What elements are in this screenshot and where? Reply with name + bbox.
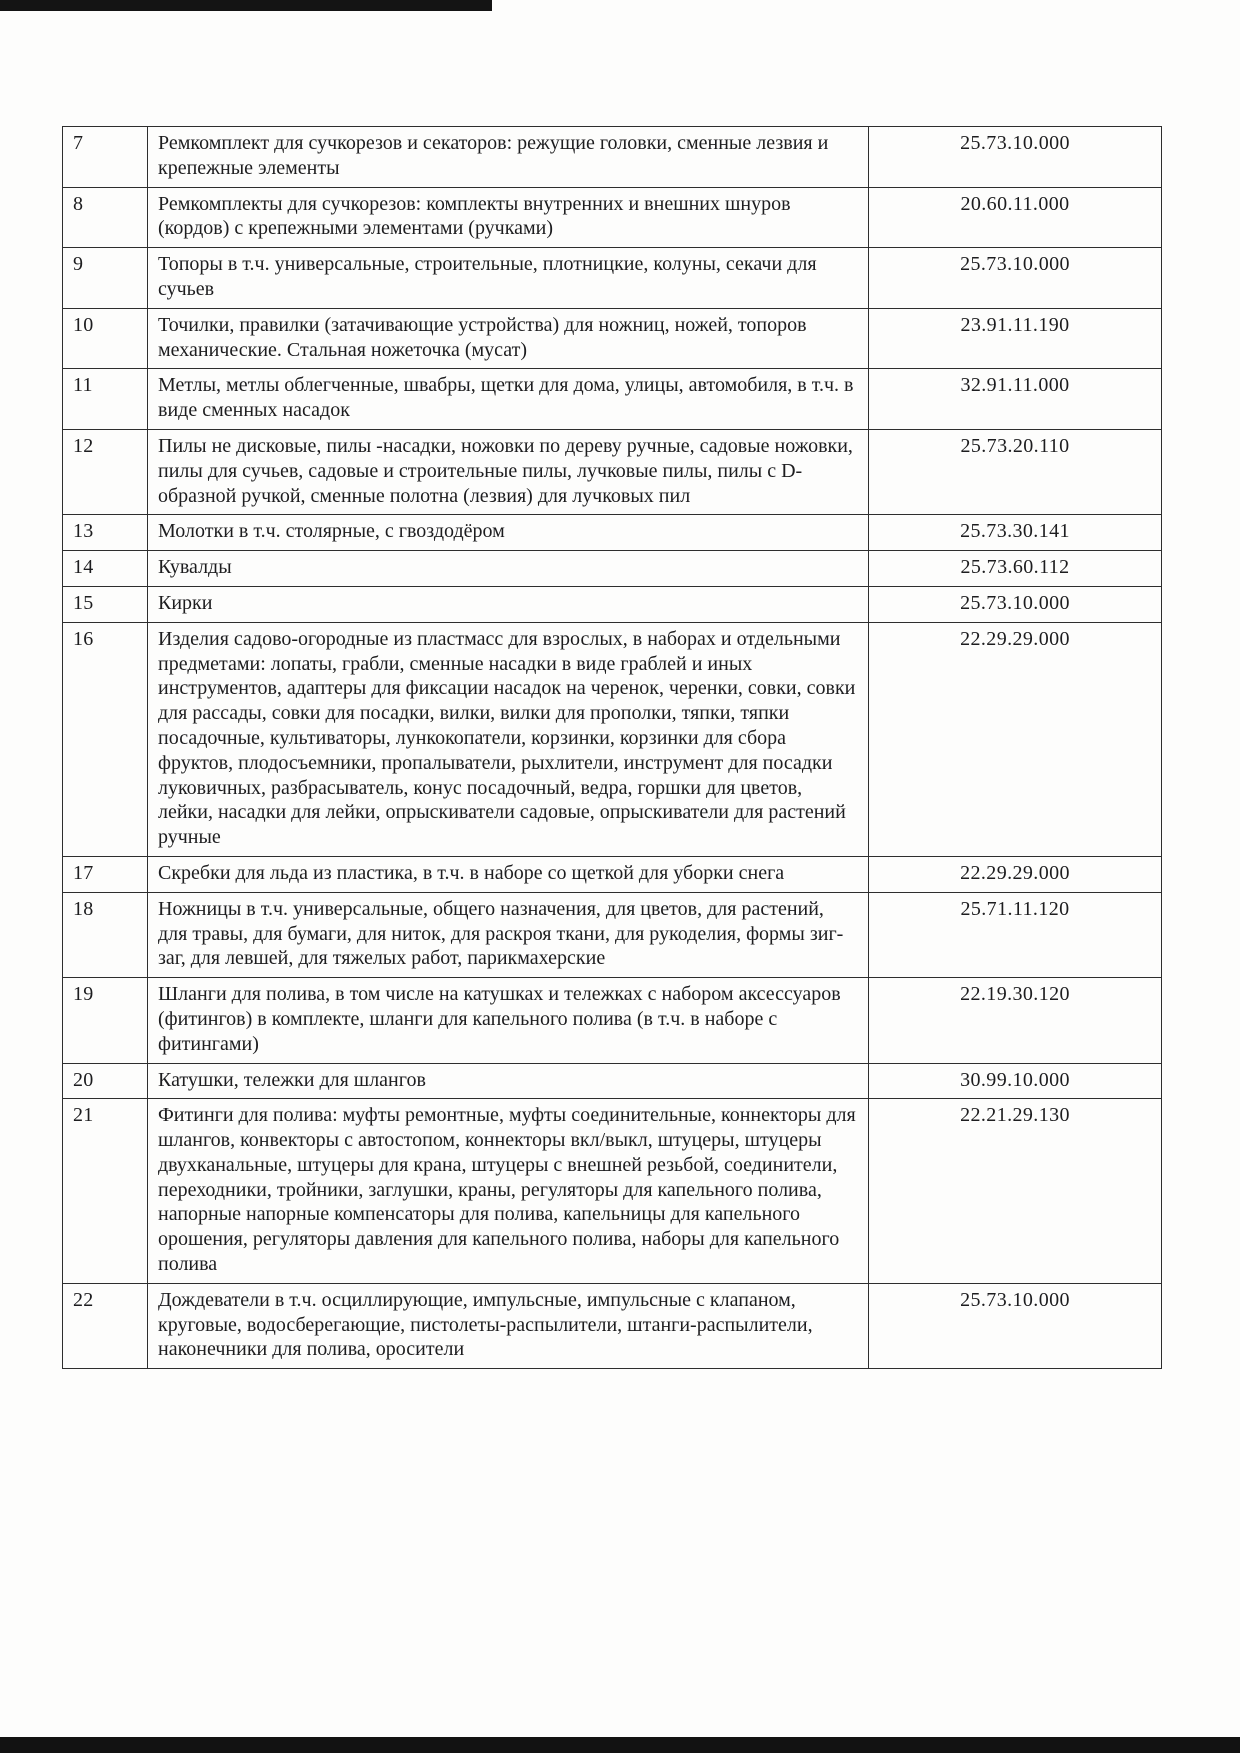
row-description-cell: Кирки: [148, 586, 869, 622]
row-description-cell: Ремкомплекты для сучкорезов: комплекты внутренних и внешних шнуров (кордов) с крепежными элементами (ручками): [148, 187, 869, 248]
row-code-cell: 25.73.10.000: [869, 1283, 1162, 1368]
row-code-cell: 25.73.30.141: [869, 515, 1162, 551]
table-row: [63, 586, 1162, 622]
row-description-cell: Точилки, правилки (затачивающие устройства) для ножниц, ножей, топоров механические. Стальная ножеточка (мусат): [148, 308, 869, 369]
table-row: [63, 369, 1162, 430]
table-row: [63, 308, 1162, 369]
table-row: [63, 892, 1162, 977]
row-description-cell: Катушки, тележки для шлангов: [148, 1063, 869, 1099]
row-code-cell: 22.21.29.130: [869, 1099, 1162, 1284]
row-code-cell: 22.29.29.000: [869, 856, 1162, 892]
scan-artifact-bottom-bar: [0, 1737, 1240, 1753]
table-row: [63, 1283, 1162, 1368]
row-code-cell: 25.73.20.110: [869, 429, 1162, 514]
row-description-cell: Фитинги для полива: муфты ремонтные, муфты соединительные, коннекторы для шлангов, конвекторы с автостопом, коннекторы вкл/выкл, штуцеры, штуцеры двухканальные, штуцеры для крана, штуцеры с внешней резьбой, соединители, переходники, тройники, заглушки, краны, регуляторы для капельного полива, напорные напорные компенсаторы для полива, капельницы для капельного орошения, регуляторы давления для капельного полива, наборы для капельного полива: [148, 1099, 869, 1284]
scan-artifact-top-bar: [0, 0, 492, 11]
row-number-cell: 14: [63, 551, 148, 587]
table-row: [63, 1099, 1162, 1284]
products-codes-table: [62, 126, 1162, 1369]
row-number-cell: 19: [63, 978, 148, 1063]
row-number-cell: 22: [63, 1283, 148, 1368]
row-description-cell: Скребки для льда из пластика, в т.ч. в наборе со щеткой для уборки снега: [148, 856, 869, 892]
row-number-cell: 7: [63, 127, 148, 188]
row-number-cell: 21: [63, 1099, 148, 1284]
row-code-cell: 20.60.11.000: [869, 187, 1162, 248]
row-code-cell: 23.91.11.190: [869, 308, 1162, 369]
table-row: [63, 622, 1162, 856]
row-description-cell: Топоры в т.ч. универсальные, строительные, плотницкие, колуны, секачи для сучьев: [148, 248, 869, 309]
table-row: [63, 551, 1162, 587]
row-description-cell: Молотки в т.ч. столярные, с гвоздодёром: [148, 515, 869, 551]
row-number-cell: 10: [63, 308, 148, 369]
row-number-cell: 9: [63, 248, 148, 309]
row-number-cell: 20: [63, 1063, 148, 1099]
row-description-cell: Изделия садово-огородные из пластмасс для взрослых, в наборах и отдельными предметами: лопаты, грабли, сменные насадки в виде граблей и иных инструментов, адаптеры для фиксации насадок на черенок, черенки, совки, совки для рассады, совки для посадки, вилки, вилки для прополки, тяпки, тяпки посадочные, культиваторы, лункокопатели, корзинки, корзинки для сбора фруктов, плодосъемники, пропалыватели, рыхлители, инструмент для посадки луковичных, разбрасыватель, конус посадочный, ведра, горшки для цветов, лейки, насадки для лейки, опрыскиватели садовые, опрыскиватели для растений ручные: [148, 622, 869, 856]
row-number-cell: 13: [63, 515, 148, 551]
table-row: [63, 856, 1162, 892]
table-row: [63, 248, 1162, 309]
row-description-cell: Шланги для полива, в том числе на катушках и тележках с набором аксессуаров (фитингов) в комплекте, шланги для капельного полива (в т.ч. в наборе с фитингами): [148, 978, 869, 1063]
row-number-cell: 16: [63, 622, 148, 856]
row-code-cell: 25.73.60.112: [869, 551, 1162, 587]
table-row: [63, 1063, 1162, 1099]
row-code-cell: 30.99.10.000: [869, 1063, 1162, 1099]
row-code-cell: 25.73.10.000: [869, 248, 1162, 309]
row-code-cell: 22.19.30.120: [869, 978, 1162, 1063]
row-number-cell: 15: [63, 586, 148, 622]
row-code-cell: 32.91.11.000: [869, 369, 1162, 430]
table-row: [63, 127, 1162, 188]
row-description-cell: Ножницы в т.ч. универсальные, общего назначения, для цветов, для растений, для травы, для бумаги, для ниток, для раскроя ткани, для рукоделия, формы зиг-заг, для левшей, для тяжелых работ, парикмахерские: [148, 892, 869, 977]
table-row: [63, 187, 1162, 248]
row-number-cell: 8: [63, 187, 148, 248]
row-number-cell: 18: [63, 892, 148, 977]
table-body: [63, 127, 1162, 1369]
row-description-cell: Метлы, метлы облегченные, швабры, щетки для дома, улицы, автомобиля, в т.ч. в виде сменных насадок: [148, 369, 869, 430]
row-code-cell: 25.73.10.000: [869, 586, 1162, 622]
table-row: [63, 429, 1162, 514]
row-code-cell: 25.73.10.000: [869, 127, 1162, 188]
row-number-cell: 17: [63, 856, 148, 892]
row-number-cell: 12: [63, 429, 148, 514]
row-code-cell: 25.71.11.120: [869, 892, 1162, 977]
row-code-cell: 22.29.29.000: [869, 622, 1162, 856]
row-description-cell: Ремкомплект для сучкорезов и секаторов: режущие головки, сменные лезвия и крепежные элементы: [148, 127, 869, 188]
table-row: [63, 978, 1162, 1063]
table-row: [63, 515, 1162, 551]
row-description-cell: Дождеватели в т.ч. осциллирующие, импульсные, импульсные с клапаном, круговые, водосберегающие, пистолеты-распылители, штанги-распылители, наконечники для полива, оросители: [148, 1283, 869, 1368]
row-description-cell: Кувалды: [148, 551, 869, 587]
row-number-cell: 11: [63, 369, 148, 430]
row-description-cell: Пилы не дисковые, пилы -насадки, ножовки по дереву ручные, садовые ножовки, пилы для сучьев, садовые и строительные пилы, лучковые пилы, пилы с D-образной ручкой, сменные полотна (лезвия) для лучковых пил: [148, 429, 869, 514]
